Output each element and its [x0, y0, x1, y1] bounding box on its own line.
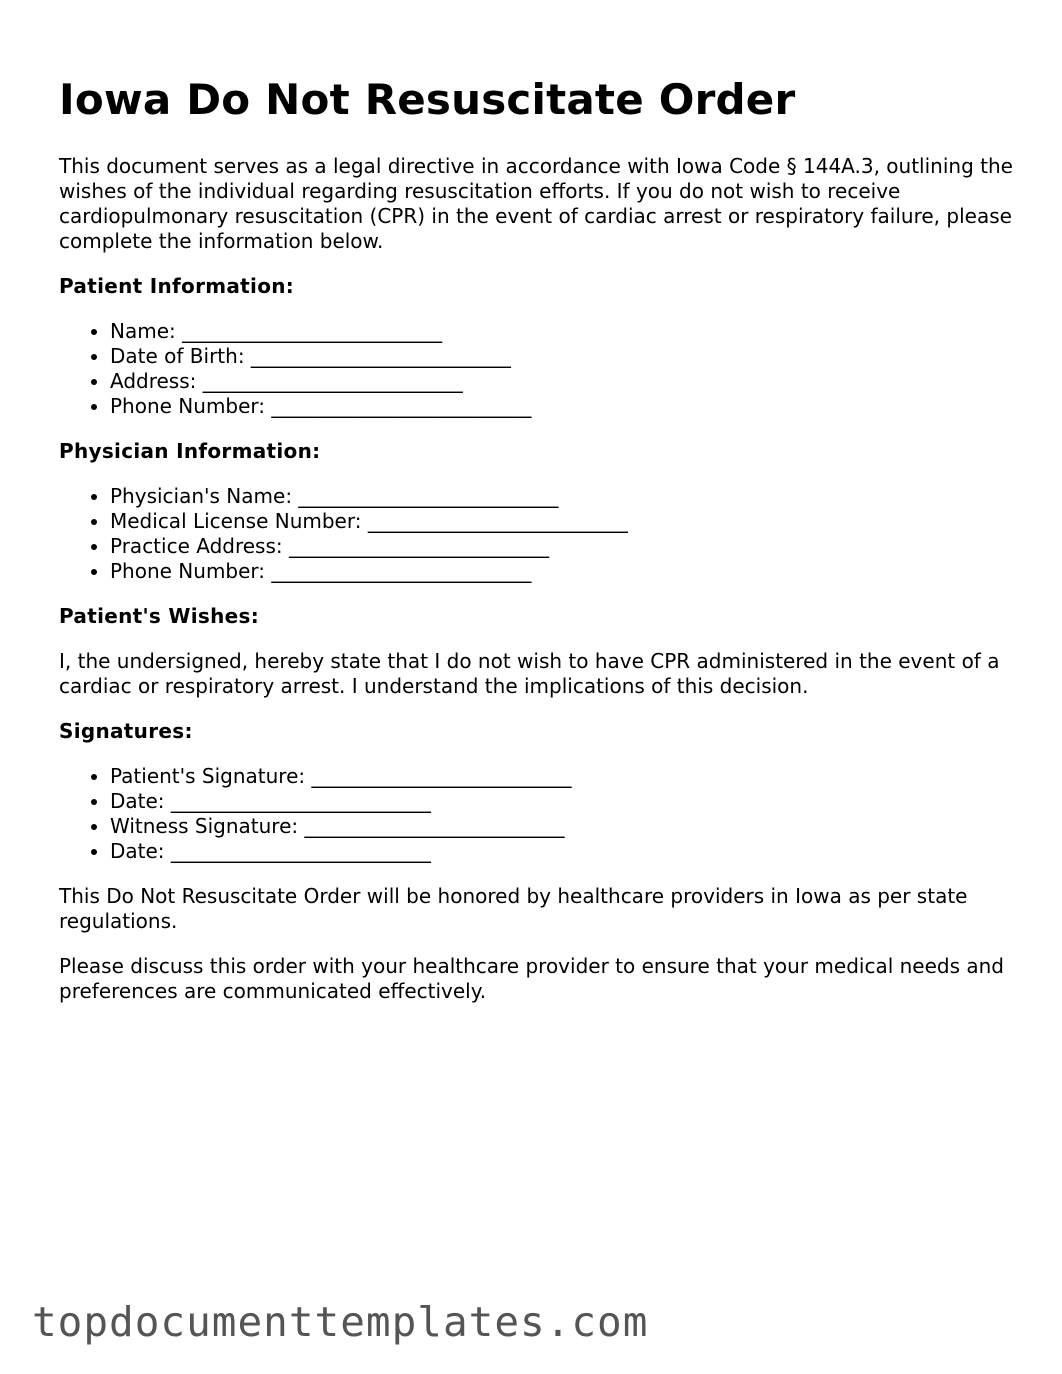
patient-signature-field: • Patient's Signature: __________________________: [110, 764, 1019, 789]
closing-paragraph-2: Please discuss this order with your healthcare provider to ensure that your medical needs and preferences are communicated effectively.: [59, 954, 1004, 1003]
patient-date-field: • Date: __________________________: [110, 789, 1019, 814]
physician-license-field: • Medical License Number: __________________________: [110, 509, 1019, 534]
physician-info-heading: Physician Information:: [59, 439, 321, 463]
physician-name-field: • Physician's Name: __________________________: [110, 484, 1019, 509]
physician-phone-field: • Phone Number: __________________________: [110, 559, 1019, 584]
wishes-paragraph: I, the undersigned, hereby state that I do not wish to have CPR administered in the event of a cardiac or respiratory arrest. I understand the implications of this decision.: [59, 649, 1000, 698]
patient-address-field: • Address: __________________________: [110, 369, 1019, 394]
signatures-list: [59, 764, 1019, 864]
patient-dob-field: • Date of Birth: __________________________: [110, 344, 1019, 369]
page-title: Iowa Do Not Resuscitate Order: [59, 75, 796, 124]
signatures-heading: Signatures:: [59, 719, 193, 743]
patient-info-list: [59, 319, 1019, 419]
patient-phone-field: • Phone Number: __________________________: [110, 394, 1019, 419]
site-watermark: topdocumenttemplates.com: [32, 1298, 649, 1346]
patient-name-field: • Name: __________________________: [110, 319, 1019, 344]
physician-address-field: • Practice Address: __________________________: [110, 534, 1019, 559]
witness-signature-field: • Witness Signature: __________________________: [110, 814, 1019, 839]
intro-paragraph: This document serves as a legal directive in accordance with Iowa Code § 144A.3, outlining the wishes of the individual regarding resuscitation efforts. If you do not wish to receive cardiopulmonary resuscitation (CPR) in the event of cardiac arrest or respiratory failure, please complete the information below.: [59, 154, 1013, 253]
patient-info-heading: Patient Information:: [59, 274, 295, 298]
document-page: [59, 72, 1019, 1004]
physician-info-list: [59, 484, 1019, 584]
closing-paragraph-1: This Do Not Resuscitate Order will be honored by healthcare providers in Iowa as per state regulations.: [59, 884, 968, 933]
wishes-heading: Patient's Wishes:: [59, 604, 260, 628]
witness-date-field: • Date: __________________________: [110, 839, 1019, 864]
